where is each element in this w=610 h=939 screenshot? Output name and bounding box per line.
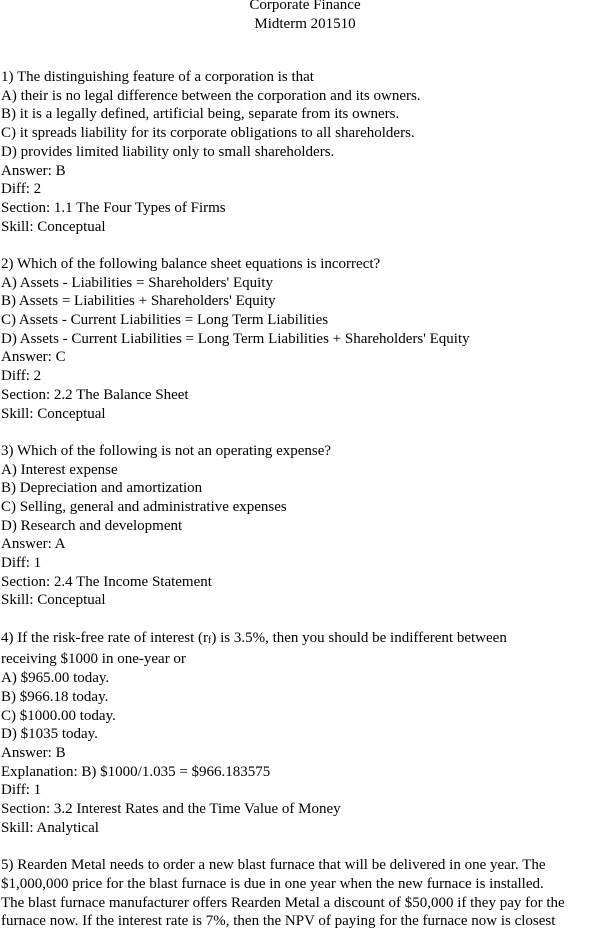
- option-d: D) Research and development: [1, 517, 183, 534]
- section-line: Section: 3.2 Interest Rates and the Time Value of Money: [1, 801, 341, 818]
- question-stem: 1) The distinguishing feature of a corporation is that: [1, 69, 314, 85]
- document-header: [0, 0, 610, 34]
- option-d: D) Assets - Current Liabilities = Long Term Liabilities + Shareholders' Equity: [1, 330, 470, 347]
- question-5: [1, 856, 610, 931]
- section-line: Section: 1.1 The Four Types of Firms: [1, 199, 226, 216]
- question-stem: 2) Which of the following balance sheet equations is incorrect?: [1, 255, 381, 272]
- option-a: A) Interest expense: [1, 461, 118, 478]
- answer-line: Answer: B: [1, 162, 66, 179]
- question-stem-part: 4) If the risk-free rate of interest (r: [1, 629, 208, 646]
- section-line: Section: 2.2 The Balance Sheet: [1, 386, 189, 403]
- question-2: [1, 255, 610, 423]
- option-c: C) Assets - Current Liabilities = Long Term Liabilities: [1, 312, 329, 329]
- question-4: [1, 629, 610, 838]
- skill-line: Skill: Conceptual: [1, 405, 106, 422]
- skill-line: Skill: Analytical: [1, 819, 99, 836]
- difficulty-line: Diff: 1: [1, 555, 42, 572]
- option-b: B) $966.18 today.: [1, 688, 109, 705]
- question-stem: 3) Which of the following is not an operating expense?: [1, 442, 332, 459]
- option-a: A) Assets - Liabilities = Shareholders' Equity: [1, 274, 273, 291]
- question-stem: [1, 629, 610, 651]
- answer-line: Answer: A: [1, 536, 66, 553]
- risk-free-subscript: f: [207, 634, 212, 646]
- question-stem-continued: $1,000,000 price for the blast furnace is due in one year when the new furnace is installed.: [1, 875, 544, 892]
- difficulty-line: Diff: 2: [1, 368, 42, 385]
- document-title: Corporate Finance: [249, 0, 361, 13]
- question-stem-continued: The blast furnace manufacturer offers Rearden Metal a discount of $50,000 if they pay for the: [1, 894, 565, 911]
- question-3: [1, 442, 610, 610]
- skill-line: Skill: Conceptual: [1, 218, 106, 235]
- question-stem-continued: furnace now. If the interest rate is 7%, then the NPV of paying for the furnace now is closest: [1, 913, 556, 930]
- option-d: D) $1035 today.: [1, 726, 98, 743]
- option-c: C) Selling, general and administrative expenses: [1, 498, 287, 515]
- question-stem-continued: receiving $1000 in one-year or: [1, 651, 186, 668]
- document-subtitle: Midterm 201510: [254, 16, 356, 32]
- answer-line: Answer: B: [1, 744, 66, 761]
- document-body: [0, 68, 610, 931]
- option-c: C) it spreads liability for its corporate obligations to all shareholders.: [1, 125, 415, 142]
- answer-line: Answer: C: [1, 349, 66, 366]
- option-b: B) it is a legally defined, artificial being, separate from its owners.: [1, 106, 400, 123]
- option-c: C) $1000.00 today.: [1, 707, 116, 724]
- skill-line: Skill: Conceptual: [1, 592, 106, 609]
- question-1: [1, 68, 610, 236]
- explanation-line: Explanation: B) $1000/1.035 = $966.183575: [1, 763, 271, 780]
- option-a: A) their is no legal difference between the corporation and its owners.: [1, 87, 421, 104]
- difficulty-line: Diff: 1: [1, 782, 42, 799]
- section-line: Section: 2.4 The Income Statement: [1, 573, 212, 590]
- option-d: D) provides limited liability only to small shareholders.: [1, 143, 335, 160]
- question-stem-part: ) is 3.5%, then you should be indifferent between: [211, 629, 507, 646]
- question-stem: 5) Rearden Metal needs to order a new blast furnace that will be delivered in one year. The: [1, 857, 546, 874]
- option-b: B) Assets = Liabilities + Shareholders' Equity: [1, 293, 276, 310]
- difficulty-line: Diff: 2: [1, 181, 42, 198]
- option-b: B) Depreciation and amortization: [1, 480, 203, 497]
- option-a: A) $965.00 today.: [1, 670, 110, 687]
